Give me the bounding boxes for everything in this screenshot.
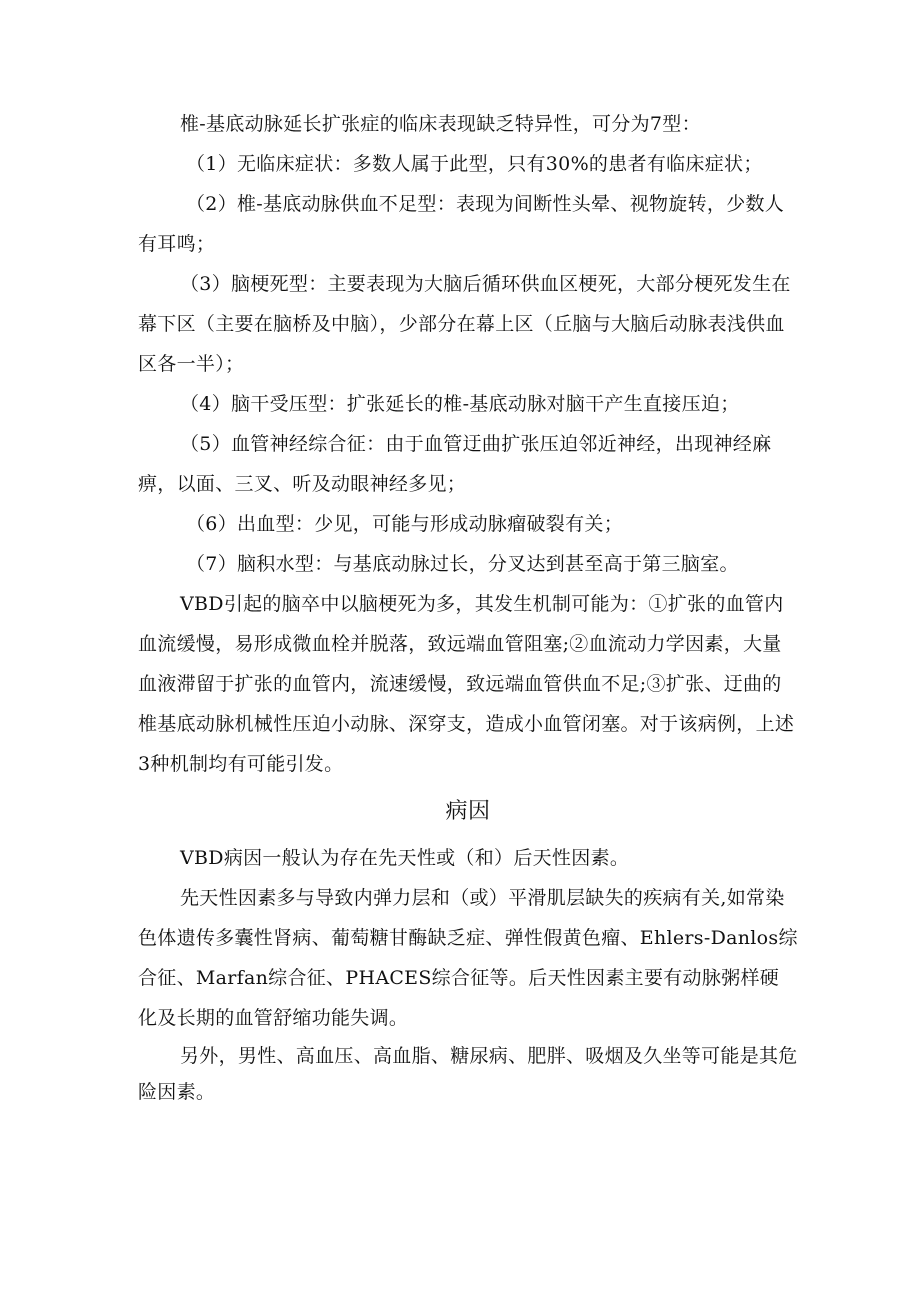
type-6-paragraph: （6）出血型：少见，可能与形成动脉瘤破裂有关；: [186, 513, 623, 535]
mechanism-paragraph: VBD引起的脑卒中以脑梗死为多，其发生机制可能为：①扩张的血管内血流缓慢，易形成微血栓并脱落，致远端血管阻塞;②血流动力学因素，大量血液滞留于扩张的血管内，流速缓慢，致远端血管供血不足;③扩张、迂曲的椎基底动脉机械性压迫小动脉、深穿支，造成小血管闭塞。对于该病例，上述3种机制均有可能引发。: [138, 593, 795, 775]
type-4-paragraph: （4）脑干受压型：扩张延长的椎-基底动脉对脑干产生直接压迫；: [180, 393, 740, 415]
type-1-paragraph: （1）无临床症状：多数人属于此型，只有30%的患者有临床症状；: [186, 153, 763, 175]
etiology-heading: 病因: [445, 799, 491, 824]
type-2-paragraph: （2）椎-基底动脉供血不足型：表现为间断性头晕、视物旋转，少数人有耳鸣；: [138, 193, 785, 255]
etiology-paragraph-1: VBD病因一般认为存在先天性或（和）后天性因素。: [180, 847, 630, 869]
type-3-paragraph: （3）脑梗死型：主要表现为大脑后循环供血区梗死，大部分梗死发生在幕下区（主要在脑桥及中脑），少部分在幕上区（丘脑与大脑后动脉表浅供血区各一半）；: [138, 273, 791, 375]
type-7-paragraph: （7）脑积水型：与基底动脉过长，分叉达到甚至高于第三脑室。: [186, 553, 739, 575]
document-body: [138, 104, 798, 1110]
etiology-paragraph-2: 先天性因素多与导致内弹力层和（或）平滑肌层缺失的疾病有关,如常染色体遗传多囊性肾病、葡萄糖甘酶缺乏症、弹性假黄色瘤、Ehlers-Danlos综合征、Marfan综合征、PHACES综合征等。后天性因素主要有动脉粥样硬化及长期的血管舒缩功能失调。: [138, 887, 798, 1029]
type-5-paragraph: （5）血管神经综合征：由于血管迂曲扩张压迫邻近神经，出现神经麻痹，以面、三叉、听及动眼神经多见；: [138, 433, 772, 495]
intro-paragraph: 椎-基底动脉延长扩张症的临床表现缺乏特异性，可分为7型：: [180, 113, 701, 135]
etiology-paragraph-3: 另外，男性、高血压、高血脂、糖尿病、肥胖、吸烟及久坐等可能是其危险因素。: [138, 1045, 798, 1103]
